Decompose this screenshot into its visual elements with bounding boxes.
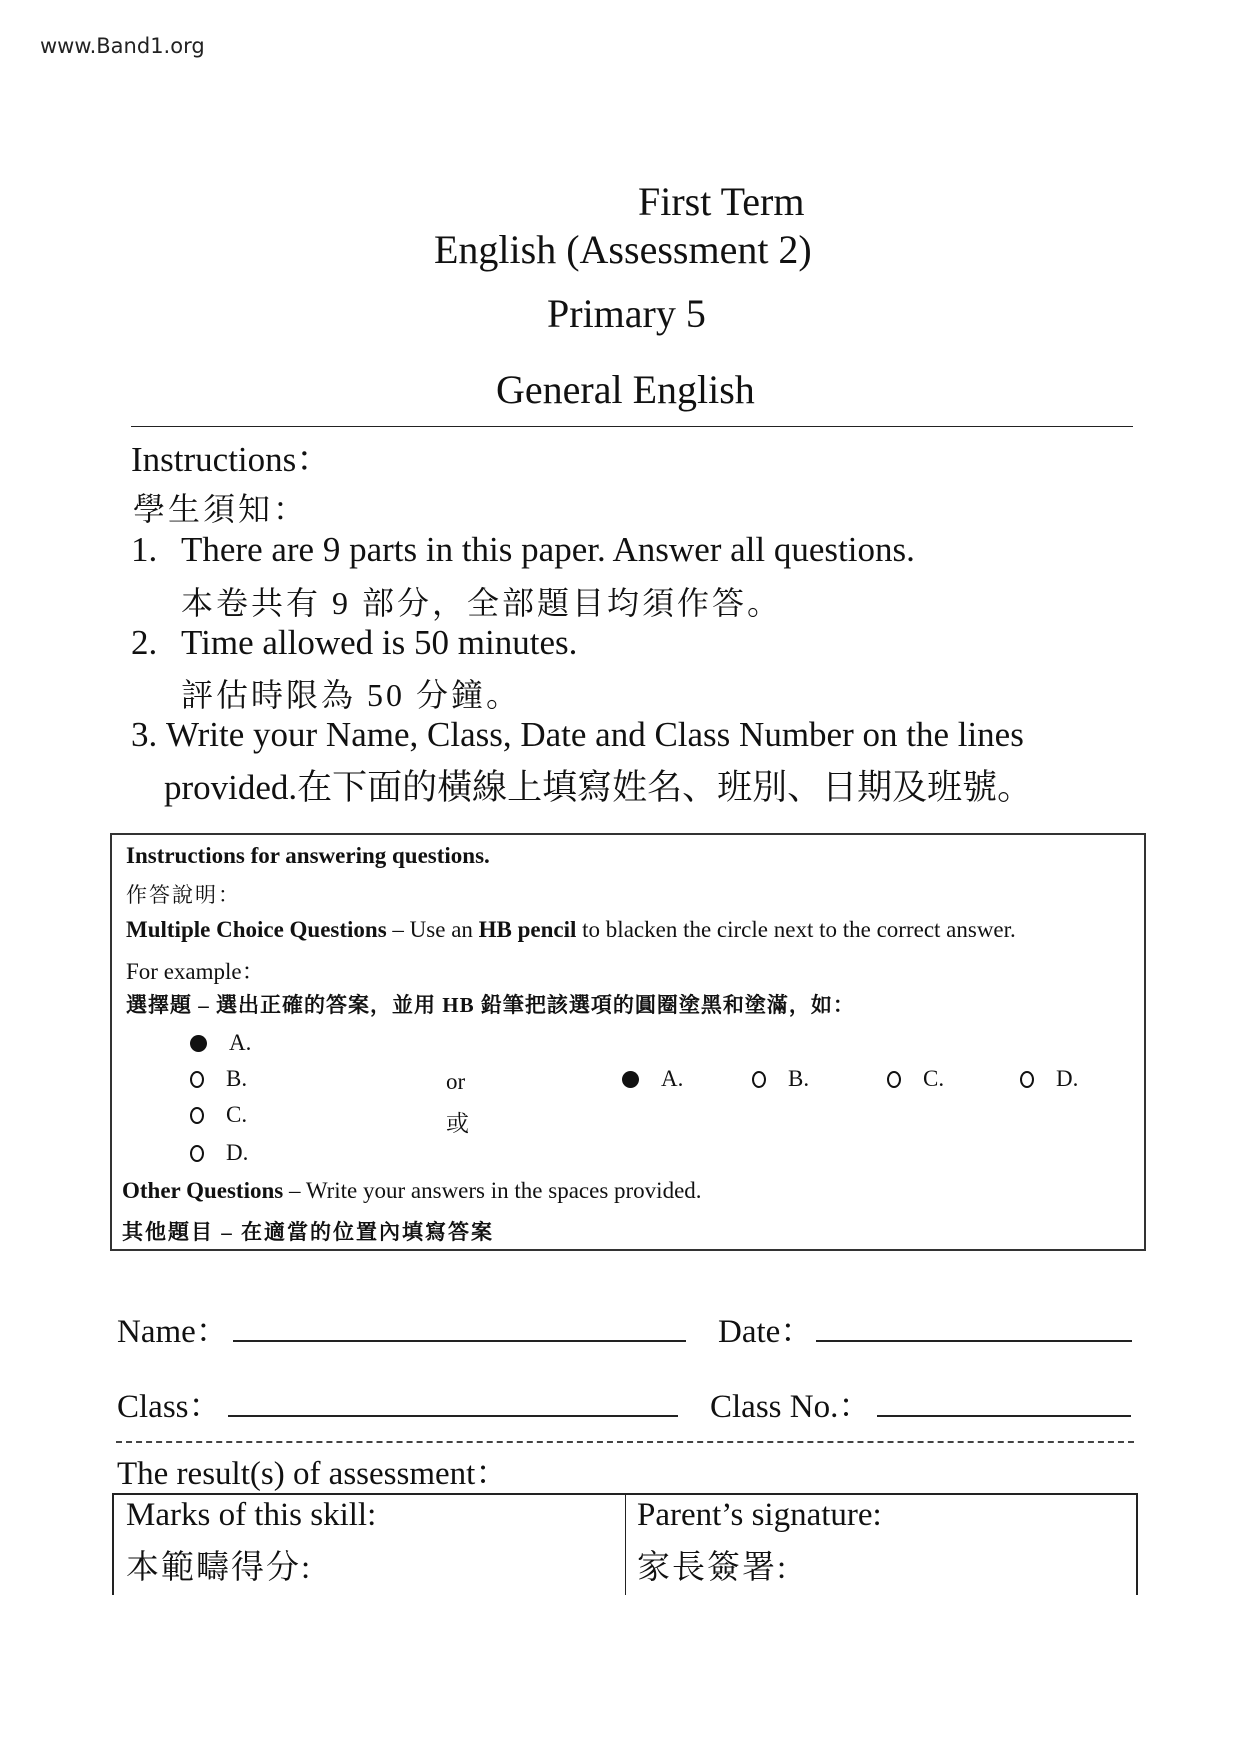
mc-text: – Use an bbox=[386, 917, 479, 942]
empty-circle-icon bbox=[752, 1071, 766, 1088]
date-label: Date： bbox=[718, 1314, 814, 1350]
instruction-2: Time allowed is 50 minutes. bbox=[181, 623, 578, 662]
instruction-2-cn: 評估時限為 50 分鐘。 bbox=[181, 677, 522, 713]
marks-label-cn: 本範疇得分: bbox=[126, 1550, 313, 1586]
site-watermark: www.Band1.org bbox=[40, 34, 205, 58]
mc-text-2: to blacken the circle next to the correct answer. bbox=[576, 917, 1016, 942]
header-divider bbox=[131, 426, 1133, 427]
option-label: D. bbox=[1056, 1066, 1079, 1091]
signature-label-cn: 家長簽署: bbox=[637, 1550, 789, 1586]
name-label: Name： bbox=[117, 1314, 229, 1350]
option-label: A. bbox=[229, 1030, 252, 1055]
option-label: B. bbox=[226, 1066, 248, 1091]
example-option-d bbox=[190, 1140, 248, 1166]
class-no-label: Class No.： bbox=[710, 1389, 872, 1425]
option-label: C. bbox=[923, 1066, 945, 1091]
class-field[interactable] bbox=[228, 1415, 678, 1417]
other-instruction-cn: 其他題目 – 在適當的位置內填寫答案 bbox=[122, 1220, 494, 1244]
option-label: B. bbox=[788, 1066, 810, 1091]
other-text: – Write your answers in the spaces provided. bbox=[283, 1178, 702, 1203]
or-label: or bbox=[446, 1069, 466, 1094]
instructions-title-cn: 學生須知： bbox=[133, 491, 309, 527]
filled-circle-icon bbox=[190, 1035, 207, 1052]
option-label: D. bbox=[226, 1140, 249, 1165]
signature-label: Parent’s signature: bbox=[637, 1497, 882, 1533]
mc-label: Multiple Choice Questions bbox=[126, 917, 387, 942]
date-field[interactable] bbox=[816, 1340, 1132, 1342]
answer-instructions-box bbox=[110, 833, 1146, 1251]
mc-instruction-cn: 選擇題 – 選出正確的答案，並用 HB 鉛筆把該選項的圓圈塗黑和塗滿，如： bbox=[126, 993, 855, 1017]
paper-title: General English bbox=[496, 367, 755, 412]
other-instruction bbox=[122, 1178, 702, 1204]
subject-title: English (Assessment 2) bbox=[434, 227, 812, 272]
empty-circle-icon bbox=[1020, 1071, 1034, 1088]
term-title: First Term bbox=[638, 179, 805, 224]
other-label: Other Questions bbox=[122, 1178, 284, 1203]
marks-label: Marks of this skill: bbox=[126, 1497, 377, 1533]
instruction-3: Write your Name, Class, Date and Class Number on the lines bbox=[166, 715, 1024, 754]
mc-instruction bbox=[126, 917, 1016, 943]
filled-circle-icon bbox=[622, 1071, 639, 1088]
or-label-cn: 或 bbox=[446, 1111, 469, 1136]
empty-circle-icon bbox=[190, 1145, 204, 1162]
result-title: The result(s) of assessment： bbox=[117, 1456, 509, 1492]
example-h-option-a bbox=[622, 1066, 683, 1092]
empty-circle-icon bbox=[190, 1107, 204, 1124]
example-option-b bbox=[190, 1066, 247, 1092]
class-no-field[interactable] bbox=[877, 1415, 1131, 1417]
example-h-option-d bbox=[1020, 1066, 1078, 1092]
box-title-cn: 作答說明： bbox=[126, 883, 241, 907]
result-table bbox=[112, 1493, 1138, 1595]
cut-line bbox=[116, 1441, 1134, 1443]
instruction-1-num: 1. bbox=[131, 530, 158, 569]
box-title: Instructions for answering questions. bbox=[126, 843, 490, 868]
example-label: For example： bbox=[126, 959, 265, 984]
instruction-3-num: 3. bbox=[131, 715, 158, 754]
class-label: Class： bbox=[117, 1389, 222, 1425]
option-label: A. bbox=[661, 1066, 684, 1091]
mc-bold: HB pencil bbox=[478, 917, 577, 942]
instruction-3-cont: provided.在下面的橫線上填寫姓名、班別、日期及班號。 bbox=[164, 768, 1033, 807]
instruction-1: There are 9 parts in this paper. Answer all questions. bbox=[181, 530, 915, 569]
empty-circle-icon bbox=[887, 1071, 901, 1088]
instruction-2-num: 2. bbox=[131, 623, 158, 662]
level-title: Primary 5 bbox=[547, 291, 706, 336]
name-field[interactable] bbox=[233, 1340, 686, 1342]
option-label: C. bbox=[226, 1102, 248, 1127]
instruction-1-cn: 本卷共有 9 部分，全部題目均須作答。 bbox=[181, 585, 783, 621]
example-option-c bbox=[190, 1102, 247, 1128]
example-h-option-b bbox=[752, 1066, 809, 1092]
empty-circle-icon bbox=[190, 1071, 204, 1088]
instructions-title: Instructions： bbox=[131, 440, 332, 479]
table-divider bbox=[625, 1495, 626, 1595]
example-h-option-c bbox=[887, 1066, 944, 1092]
example-option-a bbox=[190, 1030, 251, 1056]
